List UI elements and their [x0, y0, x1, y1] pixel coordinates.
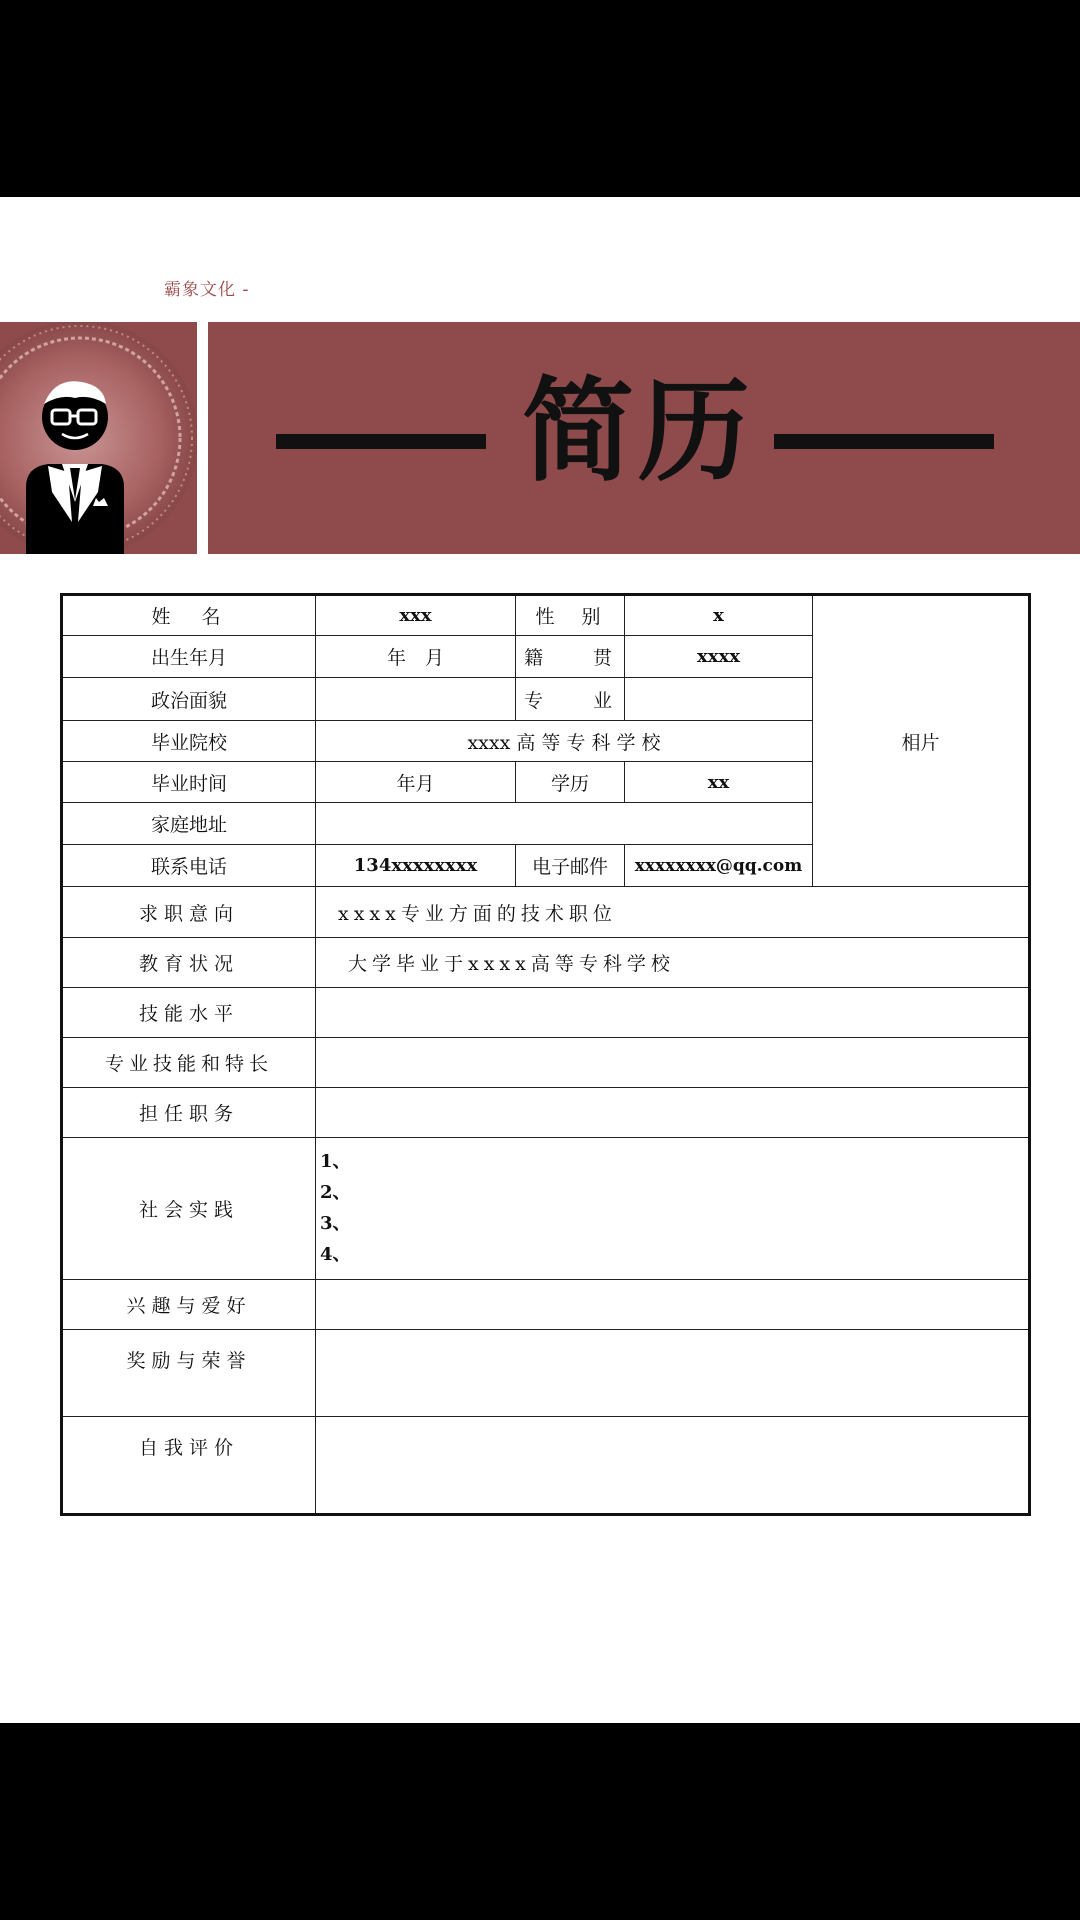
education-value[interactable]: 大学毕业于xxxx高等专科学校: [316, 938, 1030, 988]
practice-item: 1、: [320, 1151, 351, 1172]
practice-list[interactable]: [316, 1138, 1030, 1280]
degree-label: 学历: [516, 762, 625, 803]
practice-label: 社会实践: [62, 1138, 316, 1280]
self-eval-value[interactable]: [316, 1417, 1030, 1515]
objective-label: 求职意向: [62, 887, 316, 938]
phone-label: 联系电话: [62, 845, 316, 887]
political-label: 政治面貌: [62, 678, 316, 721]
major-value[interactable]: [625, 678, 813, 721]
school-value[interactable]: xxxx 高 等 专 科 学 校: [316, 721, 813, 762]
title-dash-right: [774, 434, 994, 449]
education-label: 教育状况: [62, 938, 316, 988]
name-label: 姓 名: [62, 595, 316, 636]
table-row: [62, 1330, 1030, 1417]
hobby-value[interactable]: [316, 1280, 1030, 1330]
table-row: [62, 887, 1030, 938]
native-label: 籍 贯: [516, 636, 625, 678]
specialty-label: 专业技能和特长: [62, 1038, 316, 1088]
table-row: [62, 595, 1030, 636]
gender-label: 性 别: [516, 595, 625, 636]
resume-page: [0, 197, 1080, 1723]
resume-title: 简历: [522, 367, 754, 497]
table-row: [62, 1417, 1030, 1515]
degree-value[interactable]: xx: [625, 762, 813, 803]
email-value[interactable]: xxxxxxxx@qq.com: [625, 845, 813, 887]
name-value[interactable]: xxx: [316, 595, 516, 636]
address-label: 家庭地址: [62, 803, 316, 845]
table-row: [62, 1038, 1030, 1088]
avatar-banner: [0, 322, 197, 554]
major-label: 专 业: [516, 678, 625, 721]
phone-value[interactable]: 134xxxxxxxx: [316, 845, 516, 887]
practice-item: 2、: [320, 1182, 351, 1203]
address-value[interactable]: [316, 803, 813, 845]
skill-value[interactable]: [316, 988, 1030, 1038]
political-value[interactable]: [316, 678, 516, 721]
table-row: [62, 1138, 1030, 1280]
native-value[interactable]: xxxx: [625, 636, 813, 678]
self-eval-label: 自我评价: [62, 1417, 316, 1515]
title-banner: [208, 322, 1080, 554]
resume-table: [60, 593, 1031, 1516]
gender-value[interactable]: x: [625, 595, 813, 636]
position-value[interactable]: [316, 1088, 1030, 1138]
award-value[interactable]: [316, 1330, 1030, 1417]
skill-label: 技能水平: [62, 988, 316, 1038]
businessman-avatar-icon: [0, 322, 197, 554]
hobby-label: 兴趣与爱好: [62, 1280, 316, 1330]
practice-item: 3、: [320, 1213, 351, 1234]
specialty-value[interactable]: [316, 1038, 1030, 1088]
photo-cell[interactable]: 相片: [813, 595, 1030, 887]
birth-value[interactable]: 年 月: [316, 636, 516, 678]
table-row: [62, 938, 1030, 988]
table-row: [62, 1280, 1030, 1330]
title-dash-left: [276, 434, 486, 449]
position-label: 担任职务: [62, 1088, 316, 1138]
birth-label: 出生年月: [62, 636, 316, 678]
table-row: [62, 1088, 1030, 1138]
practice-item: 4、: [320, 1244, 351, 1265]
email-label: 电子邮件: [516, 845, 625, 887]
table-row: [62, 988, 1030, 1038]
grad-time-value[interactable]: 年月: [316, 762, 516, 803]
watermark-text: 霸象文化 -: [164, 280, 250, 300]
school-label: 毕业院校: [62, 721, 316, 762]
grad-time-label: 毕业时间: [62, 762, 316, 803]
objective-value[interactable]: xxxx专业方面的技术职位: [316, 887, 1030, 938]
award-label: 奖励与荣誉: [62, 1330, 316, 1417]
